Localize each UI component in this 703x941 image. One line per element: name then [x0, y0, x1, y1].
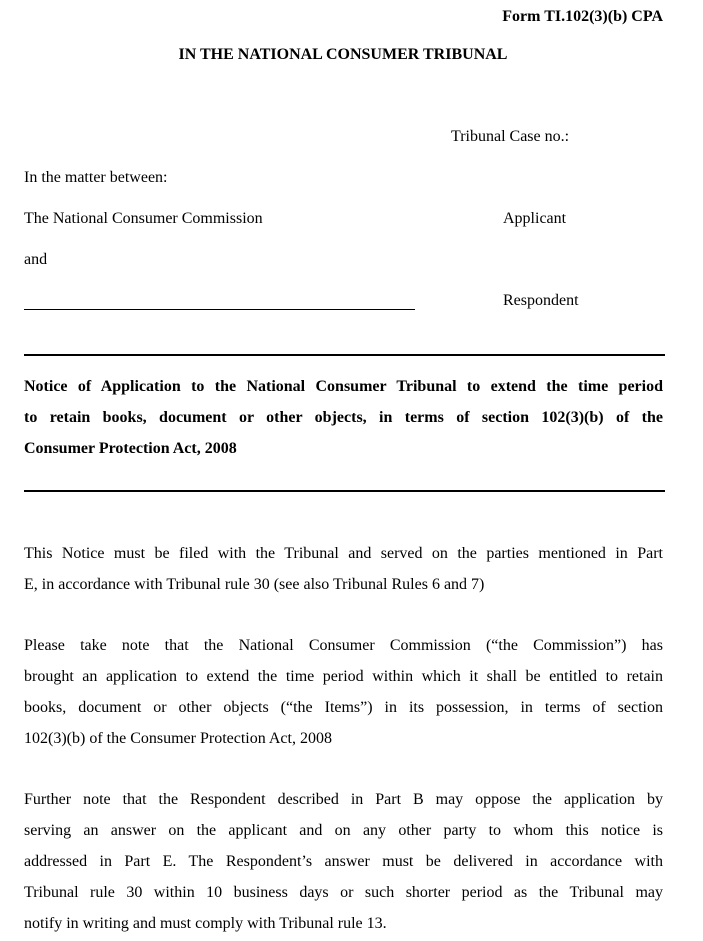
notice-title-line: Notice of Application to the National Consumer Tribunal to extend the time period [24, 378, 663, 395]
divider-bottom [24, 490, 665, 492]
paragraph-line: serving an answer on the applicant and on any other party to whom this notice is [24, 822, 663, 839]
divider-top [24, 354, 665, 356]
notice-title-line: Consumer Protection Act, 2008 [24, 440, 237, 457]
applicant-role: Applicant [503, 210, 567, 227]
opposition-paragraph [24, 784, 663, 939]
paragraph-line: E, in accordance with Tribunal rule 30 (see also Tribunal Rules 6 and 7) [24, 576, 485, 593]
paragraph-line: books, document or other objects (“the Items”) in its possession, in terms of section [24, 699, 663, 716]
respondent-name-line [24, 309, 415, 310]
and-label: and [24, 251, 48, 268]
filing-paragraph [24, 538, 663, 600]
paragraph-line: 102(3)(b) of the Consumer Protection Act, 2008 [24, 730, 332, 747]
respondent-role: Respondent [503, 292, 579, 309]
matter-label: In the matter between: [24, 169, 168, 186]
tribunal-name: IN THE NATIONAL CONSUMER TRIBUNAL [178, 46, 508, 63]
paragraph-line: This Notice must be filed with the Tribunal and served on the parties mentioned in Part [24, 545, 663, 562]
notice-title-line: to retain books, document or other objects, in terms of section 102(3)(b) of the [24, 409, 663, 426]
applicant-name: The National Consumer Commission [24, 210, 263, 227]
paragraph-line: addressed in Part E. The Respondent’s answer must be delivered in accordance with [24, 853, 663, 870]
paragraph-line: Further note that the Respondent described in Part B may oppose the application by [24, 791, 663, 808]
paragraph-line: Tribunal rule 30 within 10 business days or such shorter period as the Tribunal may [24, 884, 663, 901]
notice-title [24, 371, 663, 464]
paragraph-line: notify in writing and must comply with Tribunal rule 13. [24, 915, 387, 932]
application-paragraph [24, 630, 663, 754]
form-number: Form TI.102(3)(b) CPA [502, 8, 663, 25]
paragraph-line: Please take note that the National Consumer Commission (“the Commission”) has [24, 637, 663, 654]
paragraph-line: brought an application to extend the time period within which it shall be entitled to retain [24, 668, 663, 685]
case-number-label: Tribunal Case no.: [451, 128, 570, 145]
